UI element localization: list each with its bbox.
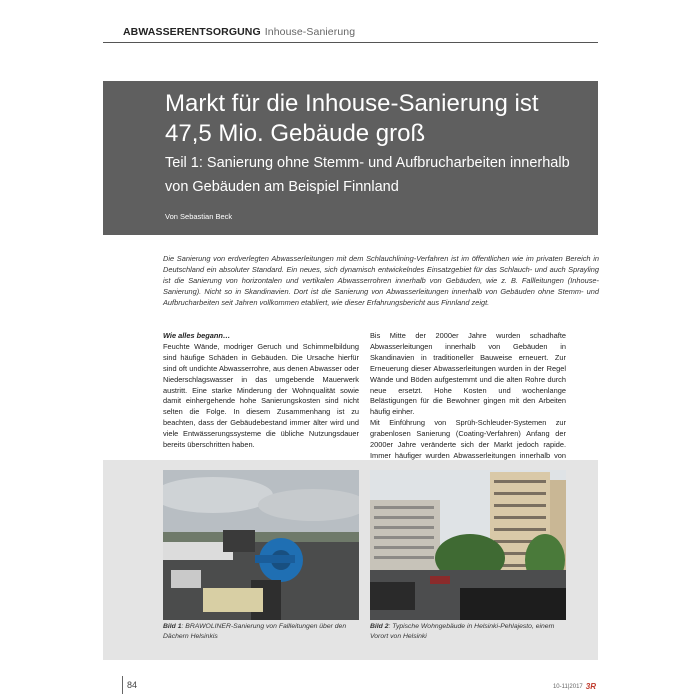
footer-issue <box>553 682 596 691</box>
figure-label: Bild 1 <box>163 623 182 630</box>
issue-label: 10-11|2017 <box>552 683 583 690</box>
article-subtitle: Teil 1: Sanierung ohne Stemm- und Aufbrucharbeiten innerhalb von Gebäuden am Beispiel Finnland <box>165 155 570 195</box>
photo-rooftop-liner <box>163 470 359 620</box>
figure-label: Bild 2 <box>370 623 389 630</box>
figure-caption-1 <box>163 622 353 642</box>
article-title-line-2: 47,5 Mio. Gebäude groß <box>165 120 426 147</box>
magazine-logo: 3R <box>585 682 596 691</box>
section-heading: Wie alles begann… <box>163 331 231 340</box>
body-paragraph: Bis Mitte der 2000er Jahre wurden schadhafte Abwasserleitungen innerhalb von Gebäuden in Skandinavien in traditioneller Bauweise erneuert. Zur Erneuerung dieser Abwasserleitungen wurden in der Regel Wände und Böden aufgestemmt und die alten Rohre durch neue ersetzt. Hohe Kosten und wochenlange Belästigungen für die Bewohner gingen mit den Arbeiten häufig einher. <box>370 331 566 417</box>
figure-caption-text: : BRAWOLINER-Sanierung von Fallleitungen über den Dächern Helsinkis <box>163 623 347 640</box>
text-column-right <box>370 331 566 473</box>
figure-caption-text: : Typische Wohngebäude in Helsinki-Pehlajesto, einem Vorort von Helsinki <box>370 623 555 640</box>
header-rule <box>103 42 598 43</box>
body-paragraph: Mit Einführung von Sprüh-Schleuder-Systemen zur grabenlosen Sanierung (Coating-Verfahren) Anfang der 2000er Jahre veränderte sich der Markt jedoch rapide. Immer häufiger wurden Abwasserleitungen innerhalb von <box>370 418 566 460</box>
author-byline: Von Sebastian Beck <box>165 212 233 221</box>
section-subtitle: Inhouse-Sanierung <box>264 26 356 38</box>
section-title: ABWASSERENTSORGUNG <box>123 26 261 38</box>
page-number-divider <box>122 676 123 694</box>
article-title-line-1: Markt für die Inhouse-Sanierung ist <box>165 90 539 117</box>
body-paragraph: Feuchte Wände, modriger Geruch und Schimmelbildung sind häufige Schäden in Gebäuden. Die Ursache hierfür sind oft undichte Abwasserrohre, aus denen Abwasser oder Niederschlagswasser in das umgebende Mauerwerk austritt. Eine starke Minderung der Wohnqualität sowie damit einhergehende hohe Sanierungskosten sind nicht selten die Folge. In diesem Zusammenhang ist zu beachten, dass der Gebäudebestand immer älter wird und viele Entwässerungssysteme die übliche Nutzungsdauer bereits überschritten haben. <box>163 341 359 450</box>
title-banner <box>103 81 598 235</box>
lead-paragraph: Die Sanierung von erdverlegten Abwasserleitungen mit dem Schlauchlining-Verfahren ist im öffentlichen wie im privaten Bereich in Deutschland ein absoluter Standard. Ein neues, sich dynamisch entwickelndes Einsatzgebiet für das Schlauch- und auch Sprayling ist die Sanierung von horizontalen und vertikalen Abwasserrohren innerhalb von Gebäuden, wie z. B. Fallleitungen (Inhouse-Sanierung). Nicht so in Skandinavien. Dort ist die Sanierung von Abwasserleitungen innerhalb von Gebäuden ohne Stemm- und Aufbrucharbeiten seit Jahren vollkommen etabliert, wie dieser Erfahrungsbericht aus Finnland zeigt. <box>163 254 599 307</box>
page-number: 84 <box>127 680 138 690</box>
photo-residential-buildings <box>370 470 566 620</box>
article-title <box>165 89 539 149</box>
section-rubric <box>123 26 355 38</box>
figure-caption-2 <box>370 622 560 642</box>
text-column-left <box>163 331 359 451</box>
